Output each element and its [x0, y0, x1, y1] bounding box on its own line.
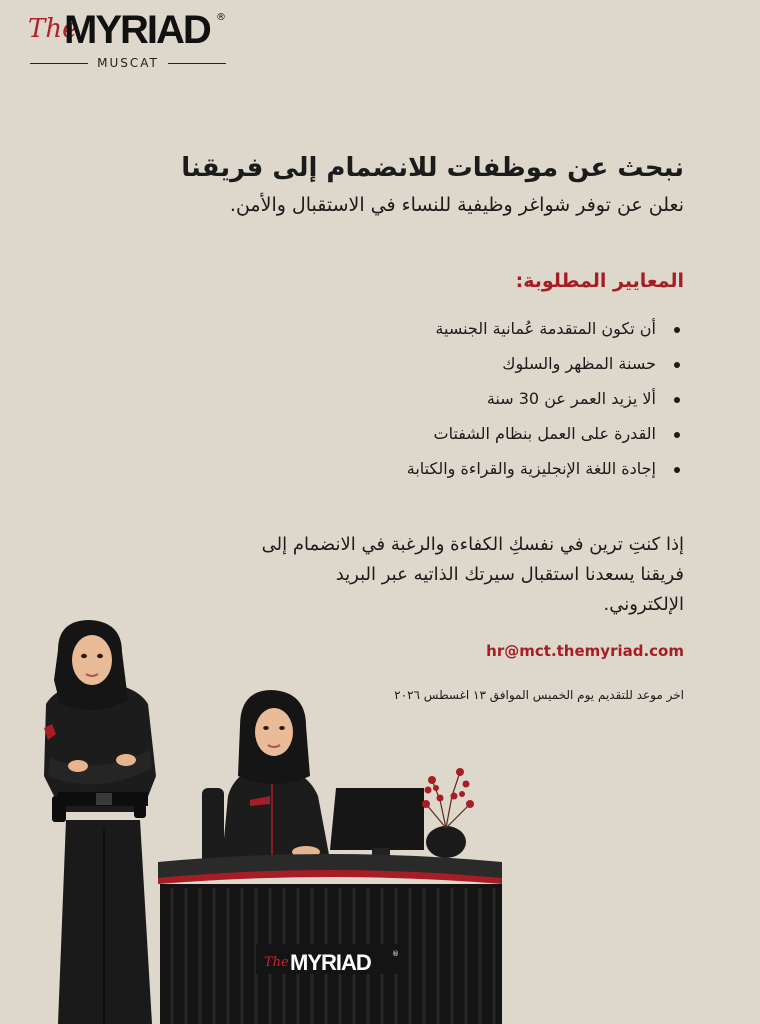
brand-city-row: [30, 56, 226, 72]
standing-guard-illustration: [44, 620, 156, 1024]
criteria-list: [40, 318, 684, 480]
brand-city: MUSCAT: [97, 56, 159, 70]
criteria-item: ألا يزيد العمر عن 30 سنة: [40, 388, 684, 410]
brand-logo: [24, 10, 234, 76]
receptionist-illustration: [222, 690, 330, 860]
monitor-icon: [330, 788, 424, 860]
headline: نبحث عن موظفات للانضمام إلى فريقنا: [181, 153, 684, 183]
brand-name: MYRIAD: [64, 8, 210, 52]
deadline-text: اخر موعد للتقديم يوم الخميس الموافق ١٣ اغسطس ٢٠٢٦: [394, 688, 684, 702]
chair-icon: [202, 788, 224, 864]
subline: نعلن عن توفر شواغر وظيفية للنساء في الاستقبال والأمن.: [229, 194, 684, 216]
brand-registered-mark: ®: [216, 12, 226, 23]
divider-right: [168, 63, 226, 64]
reception-desk-illustration: [158, 854, 502, 1024]
brand-prefix: The: [28, 14, 78, 44]
criteria-item: أن تكون المتقدمة عُمانية الجنسية: [40, 318, 684, 340]
criteria-item: إجادة اللغة الإنجليزية والقراءة والكتابة: [40, 458, 684, 480]
criteria-title: المعايير المطلوبة:: [515, 270, 684, 292]
flower-vase-icon: [422, 768, 474, 858]
desk-logo-prefix: The: [264, 955, 289, 970]
desk-logo-registered: ®: [392, 950, 399, 958]
criteria-item: القدرة على العمل بنظام الشفتات: [40, 423, 684, 445]
reception-scene-illustration: [0, 600, 760, 1024]
invite-text: إذا كنتِ ترين في نفسكِ الكفاءة والرغبة في الانضمام إلى فريقنا يسعدنا استقبال سيرتك الذاتيه عبر البريد الإلكتروني.: [261, 534, 684, 615]
criteria-item: حسنة المظهر والسلوك: [40, 353, 684, 375]
desk-logo-name: MYRIAD: [290, 950, 371, 975]
email-link[interactable]: hr@mct.themyriad.com: [486, 642, 684, 660]
